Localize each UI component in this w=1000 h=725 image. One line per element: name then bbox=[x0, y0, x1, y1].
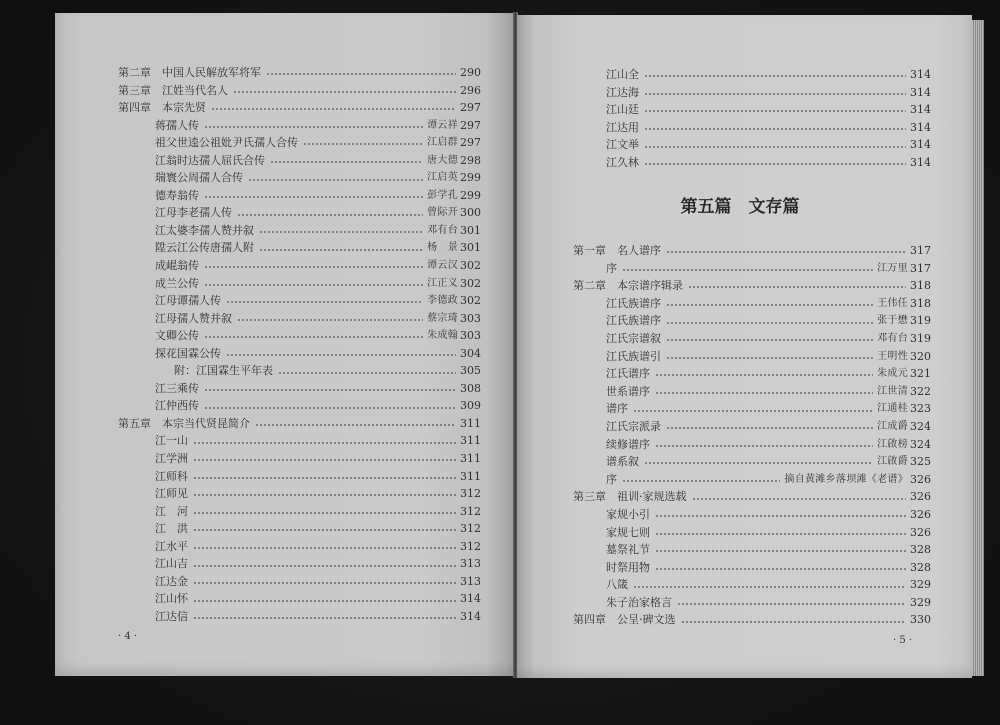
leader-dots bbox=[644, 84, 906, 101]
page-number: 313 bbox=[460, 557, 481, 571]
leader-dots bbox=[204, 257, 423, 274]
toc-entry-row bbox=[118, 538, 481, 556]
page-number: 321 bbox=[910, 367, 931, 381]
entry-author: 蔡宗琦 bbox=[427, 312, 458, 324]
entry-author: 唐大德 bbox=[427, 154, 458, 166]
toc-chapter-row bbox=[118, 415, 481, 433]
entry-title: 时祭用物 bbox=[606, 560, 650, 574]
toc-entry-row bbox=[573, 400, 931, 418]
toc-entry-row bbox=[118, 117, 481, 135]
entry-author: 江通桂 bbox=[877, 403, 908, 415]
entry-title: 蒋孺人传 bbox=[155, 118, 199, 132]
page-number: 319 bbox=[910, 314, 931, 328]
toc-entry-row bbox=[573, 418, 931, 436]
chapter-label: 第三章 bbox=[573, 490, 606, 504]
leader-dots bbox=[270, 152, 423, 169]
entry-title: 江达海 bbox=[606, 85, 639, 99]
entry-title: 江氏族谱序 bbox=[606, 296, 661, 310]
entry-title: 江山怀 bbox=[155, 592, 188, 606]
entry-author: 江啟爵 bbox=[877, 456, 908, 468]
entry-title: 中国人民解放军将军 bbox=[162, 66, 261, 79]
page-number: 318 bbox=[910, 279, 931, 293]
entry-author: 曾际开 bbox=[427, 207, 458, 219]
toc-entry-row bbox=[118, 520, 481, 538]
entry-title: 江母孺人赞并叙 bbox=[155, 311, 232, 325]
leader-dots bbox=[248, 170, 423, 187]
page-number: 302 bbox=[460, 294, 481, 308]
page-number: 304 bbox=[460, 346, 481, 360]
entry-title: 江 河 bbox=[155, 504, 188, 518]
chapter-label: 第二章 bbox=[118, 66, 151, 79]
toc-chapter-row bbox=[118, 82, 481, 100]
entry-title: 江达用 bbox=[606, 120, 639, 134]
entry-title: 祖父世逵公祖妣尹氏孺人合传 bbox=[155, 136, 298, 150]
toc-chapter-row bbox=[573, 277, 931, 295]
leader-dots bbox=[666, 295, 873, 312]
toc-entry-row bbox=[573, 330, 931, 348]
leader-dots bbox=[193, 485, 456, 502]
page-number: 326 bbox=[910, 525, 931, 539]
page-number: 324 bbox=[910, 419, 931, 433]
chapter-label: 第二章 bbox=[573, 279, 606, 293]
leader-dots bbox=[622, 260, 873, 277]
page-number: 329 bbox=[910, 595, 931, 609]
leader-dots bbox=[666, 348, 873, 365]
entry-title: 江山廷 bbox=[606, 103, 639, 117]
toc-chapter-row bbox=[573, 488, 931, 506]
toc-entry-row bbox=[573, 576, 931, 594]
entry-title: 八箴 bbox=[606, 578, 628, 592]
left-page bbox=[55, 13, 514, 676]
leader-dots bbox=[259, 240, 423, 257]
leader-dots bbox=[644, 137, 906, 154]
page-number: 308 bbox=[460, 381, 481, 395]
toc-entry-row bbox=[573, 471, 931, 489]
toc-entry-row bbox=[573, 365, 931, 383]
leader-dots bbox=[193, 450, 456, 467]
entry-title: 江母谭孺人传 bbox=[155, 294, 221, 308]
page-number: 324 bbox=[910, 437, 931, 451]
entry-author: 谭云汉 bbox=[427, 260, 458, 272]
entry-title: 序 bbox=[606, 261, 617, 275]
entry-title: 江学洲 bbox=[155, 452, 188, 466]
entry-title: 附：江国霖生平年表 bbox=[174, 364, 273, 378]
leader-dots bbox=[237, 205, 423, 222]
page-edges bbox=[972, 20, 984, 676]
entry-author: 江万里 bbox=[877, 262, 908, 274]
page-number: 317 bbox=[910, 244, 931, 257]
entry-title: 本宗当代贤昆简介 bbox=[162, 416, 250, 430]
toc-entry-row bbox=[118, 204, 481, 222]
leader-dots bbox=[655, 436, 873, 453]
toc-entry-row bbox=[573, 436, 931, 454]
toc-entry-row bbox=[606, 66, 931, 84]
entry-author: 李德政 bbox=[427, 295, 458, 307]
leader-dots bbox=[204, 187, 423, 204]
toc-entry-row bbox=[606, 154, 931, 172]
page-number: 314 bbox=[910, 120, 931, 134]
toc-entry-row bbox=[118, 503, 481, 521]
toc-entry-row bbox=[118, 450, 481, 468]
entry-author: 杨 景 bbox=[427, 242, 458, 254]
page-number: 317 bbox=[910, 261, 931, 275]
toc-entry-row bbox=[573, 594, 931, 612]
page-number: 297 bbox=[460, 136, 481, 150]
toc-entry-row bbox=[606, 119, 931, 137]
entry-title: 江氏族谱引 bbox=[606, 349, 661, 363]
leader-dots bbox=[644, 66, 906, 83]
chapter-label: 第四章 bbox=[573, 613, 606, 627]
entry-title: 探花国霖公传 bbox=[155, 346, 221, 360]
entry-title: 江仲西传 bbox=[155, 399, 199, 413]
page-number: 298 bbox=[460, 153, 481, 167]
entry-author: 江世清 bbox=[877, 385, 908, 397]
leader-dots bbox=[666, 418, 873, 435]
page-number: 318 bbox=[910, 296, 931, 310]
toc-entry-row bbox=[118, 222, 481, 240]
entry-title: 家规小引 bbox=[606, 507, 650, 521]
section-title: 第五篇 文存篇 bbox=[680, 197, 800, 217]
chapter-label: 第四章 bbox=[118, 101, 151, 115]
entry-title: 成兰公传 bbox=[155, 276, 199, 290]
entry-title: 江三乘传 bbox=[155, 381, 199, 395]
entry-title: 江氏宗谱叙 bbox=[606, 331, 661, 345]
toc-entry-row bbox=[606, 101, 931, 119]
page-number: 314 bbox=[910, 138, 931, 152]
leader-dots bbox=[259, 222, 423, 239]
page-number: 323 bbox=[910, 402, 931, 416]
page-number: 326 bbox=[910, 490, 931, 504]
page-number: 312 bbox=[460, 522, 481, 536]
leader-dots bbox=[655, 383, 873, 400]
leader-dots bbox=[688, 277, 906, 294]
leader-dots bbox=[233, 82, 456, 99]
page-number: 296 bbox=[460, 83, 481, 97]
leader-dots bbox=[204, 380, 456, 397]
leader-dots bbox=[193, 503, 456, 520]
entry-title: 续修谱序 bbox=[606, 437, 650, 451]
chapter-label: 第一章 bbox=[573, 244, 606, 257]
page-number: 305 bbox=[460, 364, 481, 378]
entry-author: 江啟榜 bbox=[877, 438, 908, 450]
page-number: 325 bbox=[910, 455, 931, 469]
toc-entry-row bbox=[118, 485, 481, 503]
page-number: 314 bbox=[910, 68, 931, 81]
page-number: 302 bbox=[460, 259, 481, 273]
leader-dots bbox=[237, 310, 423, 327]
entry-title: 江氏族谱序 bbox=[606, 314, 661, 328]
page-number: 314 bbox=[910, 155, 931, 169]
toc-entry-row bbox=[573, 453, 931, 471]
toc-entry-row bbox=[118, 468, 481, 486]
entry-title: 江太婆李孺人赞并叙 bbox=[155, 223, 254, 237]
toc-chapter-row bbox=[573, 611, 931, 629]
entry-title: 文卿公传 bbox=[155, 329, 199, 343]
page-number: 301 bbox=[460, 241, 481, 255]
page-number: 303 bbox=[460, 311, 481, 325]
toc-entry-row bbox=[606, 136, 931, 154]
leader-dots bbox=[211, 99, 456, 116]
page-number: 309 bbox=[460, 399, 481, 413]
toc-entry-row bbox=[118, 380, 481, 398]
entry-title: 江水平 bbox=[155, 539, 188, 553]
leader-dots bbox=[666, 242, 906, 259]
entry-author: 江启群 bbox=[427, 137, 458, 149]
entry-title: 江师科 bbox=[155, 469, 188, 483]
page-number: 313 bbox=[460, 574, 481, 588]
leader-dots bbox=[303, 134, 423, 151]
toc-entry-row bbox=[606, 84, 931, 102]
toc-entry-row bbox=[573, 559, 931, 577]
leader-dots bbox=[255, 415, 456, 432]
page-number: 301 bbox=[460, 223, 481, 237]
toc-chapter-row bbox=[118, 64, 481, 82]
entry-title: 家规七则 bbox=[606, 525, 650, 539]
page-number: 328 bbox=[910, 560, 931, 574]
entry-author: 摘自黄滩乡落坝滩《老谱》 bbox=[784, 473, 908, 485]
leader-dots bbox=[677, 594, 906, 611]
entry-title: 墓祭礼节 bbox=[606, 543, 650, 557]
page-number: 303 bbox=[460, 329, 481, 343]
toc-entry-row bbox=[118, 169, 481, 187]
entry-author: 朱成翰 bbox=[427, 330, 458, 342]
leader-dots bbox=[655, 559, 906, 576]
entry-title: 江山吉 bbox=[155, 557, 188, 571]
toc-entry-row bbox=[573, 312, 931, 330]
page-number: 312 bbox=[460, 504, 481, 518]
entry-title: 谱序 bbox=[606, 402, 628, 416]
toc-entry-row bbox=[118, 608, 481, 626]
leader-dots bbox=[193, 520, 456, 537]
entry-title: 江姓当代名人 bbox=[162, 83, 228, 97]
leader-dots bbox=[633, 577, 906, 594]
page-number: 297 bbox=[460, 118, 481, 132]
entry-author: 张于懋 bbox=[877, 315, 908, 327]
entry-title: 江 洪 bbox=[155, 522, 188, 536]
page-number: 322 bbox=[910, 384, 931, 398]
entry-author: 邓有台 bbox=[877, 332, 908, 344]
toc-entry-row bbox=[118, 555, 481, 573]
toc-entry-row bbox=[573, 348, 931, 366]
entry-author: 王明性 bbox=[877, 350, 908, 362]
entry-title: 江达金 bbox=[155, 574, 188, 588]
leader-dots bbox=[204, 117, 423, 134]
entry-title: 江氏谱序 bbox=[606, 367, 650, 381]
toc-chapter-row bbox=[118, 99, 481, 117]
entry-title: 江翁时达孺人屈氏合传 bbox=[155, 153, 265, 167]
left-page-toc-list bbox=[118, 64, 481, 626]
leader-dots bbox=[193, 468, 456, 485]
entry-title: 江达信 bbox=[155, 609, 188, 623]
toc-entry-row bbox=[573, 524, 931, 542]
leader-dots bbox=[666, 313, 873, 330]
entry-title: 江母李老孺人传 bbox=[155, 206, 232, 220]
leader-dots bbox=[226, 345, 456, 362]
toc-entry-row bbox=[118, 257, 481, 275]
entry-title: 江氏宗派录 bbox=[606, 419, 661, 433]
page-number: 326 bbox=[910, 472, 931, 486]
entry-title: 祖训·家规选载 bbox=[617, 490, 687, 504]
toc-entry-row bbox=[118, 310, 481, 328]
page-number: 320 bbox=[910, 349, 931, 363]
leader-dots bbox=[692, 489, 907, 506]
entry-title: 世系谱序 bbox=[606, 384, 650, 398]
toc-entry-row bbox=[118, 345, 481, 363]
entry-author: 彭学孔 bbox=[427, 189, 458, 201]
leader-dots bbox=[644, 453, 873, 470]
entry-author: 江成爵 bbox=[877, 420, 908, 432]
entry-title: 瑞寰公周孺人合传 bbox=[155, 171, 243, 185]
right-page-continued-list bbox=[606, 66, 931, 172]
entry-title: 本宗谱序辑录 bbox=[617, 279, 683, 293]
page-number: 329 bbox=[910, 578, 931, 592]
entry-author: 江正义 bbox=[427, 277, 458, 289]
leader-dots bbox=[655, 541, 906, 558]
leader-dots bbox=[193, 538, 456, 555]
toc-entry-row bbox=[118, 573, 481, 591]
leader-dots bbox=[193, 608, 456, 625]
toc-entry-row bbox=[118, 292, 481, 310]
leader-dots bbox=[655, 506, 906, 523]
leader-dots bbox=[633, 401, 873, 418]
leader-dots bbox=[193, 433, 456, 450]
leader-dots bbox=[644, 101, 906, 118]
leader-dots bbox=[193, 573, 456, 590]
page-number: 326 bbox=[910, 507, 931, 521]
leader-dots bbox=[193, 591, 456, 608]
toc-entry-row bbox=[118, 187, 481, 205]
entry-author: 邓有台 bbox=[427, 224, 458, 236]
toc-entry-row bbox=[118, 152, 481, 170]
toc-chapter-row bbox=[573, 242, 931, 260]
page-number: 314 bbox=[910, 85, 931, 99]
entry-title: 朱子治家格言 bbox=[606, 595, 672, 609]
leader-dots bbox=[204, 275, 423, 292]
left-page-folio: · 4 · bbox=[118, 631, 138, 642]
page-number: 314 bbox=[460, 592, 481, 606]
toc-entry-row bbox=[118, 134, 481, 152]
entry-title: 江一山 bbox=[155, 434, 188, 448]
entry-title: 陞云江公传唐孺人附 bbox=[155, 241, 254, 255]
entry-author: 谭云祥 bbox=[427, 119, 458, 131]
entry-title: 成崐翁传 bbox=[155, 259, 199, 273]
page-number: 312 bbox=[460, 487, 481, 501]
page-number: 297 bbox=[460, 101, 481, 115]
page-number: 311 bbox=[460, 452, 481, 466]
entry-title: 德寿翁传 bbox=[155, 188, 199, 202]
leader-dots bbox=[681, 612, 907, 629]
entry-title: 名人谱序 bbox=[617, 244, 661, 257]
page-number: 299 bbox=[460, 171, 481, 185]
leader-dots bbox=[204, 398, 456, 415]
page-number: 300 bbox=[460, 206, 481, 220]
entry-title: 公呈·碑文选 bbox=[617, 613, 676, 627]
entry-author: 江启英 bbox=[427, 172, 458, 184]
leader-dots bbox=[278, 363, 456, 380]
toc-entry-row bbox=[573, 260, 931, 278]
toc-entry-row bbox=[118, 590, 481, 608]
page-number: 290 bbox=[460, 66, 481, 79]
leader-dots bbox=[655, 524, 906, 541]
page-number: 312 bbox=[460, 539, 481, 553]
right-page bbox=[517, 15, 972, 678]
page-number: 314 bbox=[460, 609, 481, 623]
page-number: 302 bbox=[460, 276, 481, 290]
page-number: 311 bbox=[460, 469, 481, 483]
chapter-label: 第五章 bbox=[118, 416, 151, 430]
toc-entry-row bbox=[118, 362, 481, 380]
leader-dots bbox=[644, 154, 906, 171]
entry-title: 江久林 bbox=[606, 155, 639, 169]
toc-entry-row bbox=[118, 397, 481, 415]
entry-author: 朱成元 bbox=[877, 368, 908, 380]
right-page-folio: · 5 · bbox=[893, 635, 913, 646]
leader-dots bbox=[655, 365, 873, 382]
leader-dots bbox=[266, 64, 456, 81]
page-number: 311 bbox=[460, 434, 481, 448]
entry-title: 谱系叙 bbox=[606, 455, 639, 469]
page-number: 314 bbox=[910, 103, 931, 117]
entry-author: 王伟任 bbox=[877, 297, 908, 309]
toc-entry-row bbox=[118, 275, 481, 293]
leader-dots bbox=[193, 556, 456, 573]
toc-entry-row bbox=[118, 327, 481, 345]
entry-title: 江师见 bbox=[155, 487, 188, 501]
entry-title: 序 bbox=[606, 472, 617, 486]
leader-dots bbox=[226, 292, 423, 309]
entry-title: 江山全 bbox=[606, 68, 639, 81]
page-number: 328 bbox=[910, 543, 931, 557]
leader-dots bbox=[666, 330, 873, 347]
page-number: 311 bbox=[460, 416, 481, 430]
entry-title: 江文举 bbox=[606, 138, 639, 152]
toc-entry-row bbox=[573, 506, 931, 524]
leader-dots bbox=[644, 119, 906, 136]
toc-entry-row bbox=[573, 295, 931, 313]
page-number: 319 bbox=[910, 331, 931, 345]
page-number: 299 bbox=[460, 188, 481, 202]
chapter-label: 第三章 bbox=[118, 83, 151, 97]
toc-entry-row bbox=[118, 432, 481, 450]
page-number: 330 bbox=[910, 613, 931, 627]
leader-dots bbox=[204, 327, 423, 344]
leader-dots bbox=[622, 471, 780, 488]
toc-entry-row bbox=[573, 541, 931, 559]
toc-entry-row bbox=[573, 383, 931, 401]
right-page-toc-list bbox=[573, 242, 931, 629]
toc-entry-row bbox=[118, 239, 481, 257]
entry-title: 本宗先贤 bbox=[162, 101, 206, 115]
